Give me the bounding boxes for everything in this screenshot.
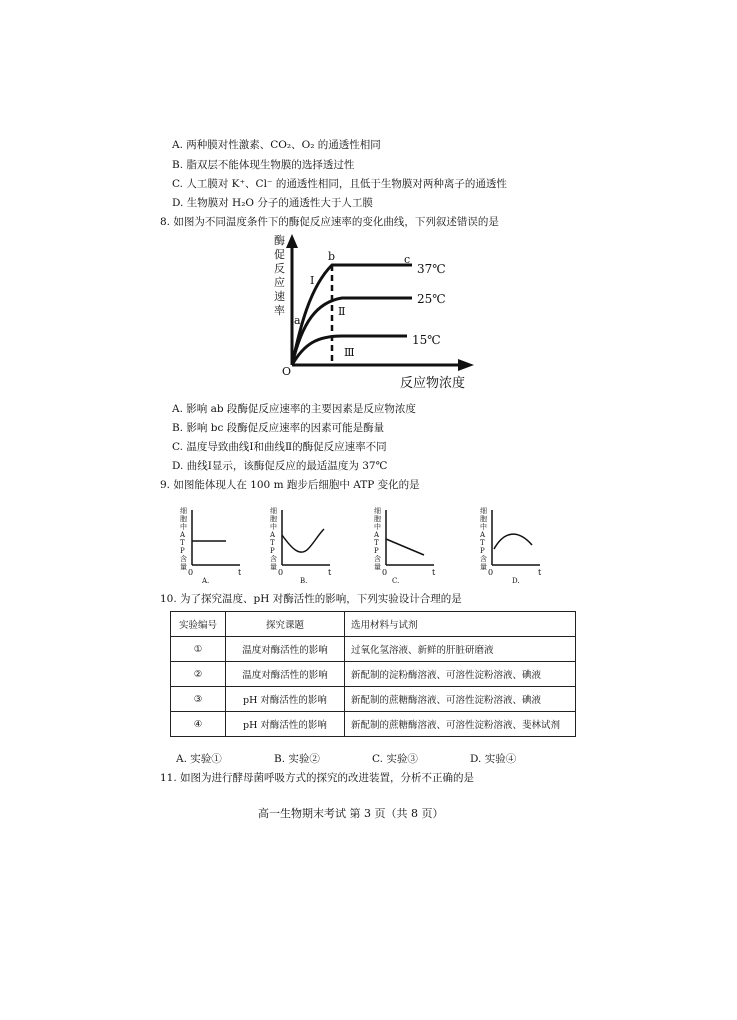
table-cell: ② [171, 662, 226, 687]
table-row [171, 637, 576, 662]
q9-panel-b [268, 505, 348, 585]
svg-text:T: T [374, 539, 379, 547]
svg-text:中: 中 [270, 523, 277, 531]
table-header: 实验编号 [171, 612, 226, 637]
q8-option-c: C. 温度导致曲线Ⅰ和曲线Ⅱ的酶促反应速率不同 [172, 441, 387, 453]
q8-option-a: A. 影响 ab 段酶促反应速率的主要因素是反应物浓度 [172, 403, 416, 415]
q8-stem: 8. 如图为不同温度条件下的酶促反应速率的变化曲线，下列叙述错误的是 [160, 216, 499, 228]
page-footer: 高一生物期末考试 第 3 页（共 8 页） [258, 807, 444, 820]
svg-text:胞: 胞 [374, 515, 381, 523]
q8-point-a-label: a [294, 314, 301, 327]
q11-stem: 11. 如图为进行酵母菌呼吸方式的探究的改进装置，分析不正确的是 [160, 772, 475, 784]
svg-text:中: 中 [480, 523, 487, 531]
table-cell: pH 对酶活性的影响 [226, 712, 345, 737]
q7-option-a: A. 两种膜对性激素、CO₂、O₂ 的通透性相同 [172, 139, 381, 151]
q8-y-axis-arrow [286, 234, 298, 248]
q9-panel-c-curve [386, 539, 424, 555]
svg-text:量: 量 [480, 563, 487, 571]
q8-option-d: D. 曲线Ⅰ显示，该酶促反应的最适温度为 37℃ [172, 460, 388, 472]
svg-text:含: 含 [480, 555, 487, 563]
q8-curve-ii-label: Ⅱ [338, 305, 346, 318]
q8-curve-iii-label: Ⅲ [344, 346, 355, 359]
svg-text:量: 量 [270, 563, 277, 571]
q8-ylabel-char: 酶 [274, 234, 285, 247]
svg-text:含: 含 [270, 555, 277, 563]
svg-text:细: 细 [180, 507, 187, 515]
q8-xlabel: 反应物浓度 [400, 376, 466, 391]
table-row [171, 687, 576, 712]
q8-point-c-label: c [404, 253, 411, 266]
table-cell: 新配制的蔗糖酶溶液、可溶性淀粉溶液、斐林试剂 [345, 712, 576, 737]
svg-text:0: 0 [488, 568, 494, 577]
svg-text:A: A [270, 531, 276, 539]
q10-experiment-table [170, 611, 576, 737]
table-header-row [171, 612, 576, 637]
q8-option-b: B. 影响 bc 段酶促反应速率的因素可能是酶量 [172, 422, 385, 434]
svg-text:中: 中 [374, 523, 381, 531]
q8-ylabel-char: 反 [274, 262, 285, 275]
table-cell: 新配制的蔗糖酶溶液、可溶性淀粉溶液、碘液 [345, 687, 576, 712]
q8-temp-37-label: 37℃ [417, 262, 446, 276]
table-cell: ③ [171, 687, 226, 712]
q9-panel-d [478, 505, 558, 585]
svg-text:A: A [480, 531, 486, 539]
svg-text:胞: 胞 [180, 515, 187, 523]
svg-text:含: 含 [374, 555, 381, 563]
svg-text:含: 含 [180, 555, 187, 563]
q8-x-axis-arrow [458, 359, 474, 371]
svg-text:P: P [480, 547, 485, 555]
q8-ylabel-char: 率 [274, 304, 285, 317]
svg-text:胞: 胞 [480, 515, 487, 523]
svg-text:细: 细 [480, 507, 487, 515]
svg-text:A: A [180, 531, 186, 539]
svg-text:T: T [480, 539, 485, 547]
q8-temp-15-label: 15℃ [412, 333, 441, 347]
svg-text:量: 量 [374, 563, 381, 571]
svg-text:P: P [374, 547, 379, 555]
svg-text:t: t [432, 568, 436, 577]
svg-text:t: t [328, 568, 332, 577]
q7-option-b: B. 脂双层不能体现生物膜的选择透过性 [172, 159, 355, 171]
q8-enzyme-rate-chart [262, 232, 492, 397]
table-cell: 温度对酶活性的影响 [226, 637, 345, 662]
q10-option-c: C. 实验③ [372, 753, 418, 765]
table-cell: 新配制的淀粉酶溶液、可溶性淀粉溶液、碘液 [345, 662, 576, 687]
q8-curve-i-label: Ⅰ [310, 274, 315, 287]
q10-stem: 10. 为了探究温度、pH 对酶活性的影响，下列实验设计合理的是 [160, 593, 462, 605]
svg-text:细: 细 [270, 507, 277, 515]
q7-option-c: C. 人工膜对 K⁺、Cl⁻ 的通透性相同，且低于生物膜对两种离子的通透性 [172, 178, 507, 190]
table-cell: 过氧化氢溶液、新鲜的肝脏研磨液 [345, 637, 576, 662]
q9-panel-b-label: B. [300, 577, 308, 585]
svg-text:A: A [374, 531, 380, 539]
q8-ylabel-char: 促 [274, 248, 285, 261]
svg-text:中: 中 [180, 523, 187, 531]
q8-ylabel-char: 速 [274, 290, 285, 303]
table-cell: 温度对酶活性的影响 [226, 662, 345, 687]
q7-option-d: D. 生物膜对 H₂O 分子的通透性大于人工膜 [172, 197, 373, 209]
svg-text:P: P [180, 547, 185, 555]
svg-text:t: t [238, 568, 242, 577]
svg-text:量: 量 [180, 563, 187, 571]
q9-stem: 9. 如图能体现人在 100 m 跑步后细胞中 ATP 变化的是 [160, 479, 420, 491]
svg-text:0: 0 [278, 568, 284, 577]
q10-option-a: A. 实验① [176, 753, 222, 765]
table-cell: pH 对酶活性的影响 [226, 687, 345, 712]
q9-panel-c [372, 505, 452, 585]
table-cell: ④ [171, 712, 226, 737]
table-header: 选用材料与试剂 [345, 612, 576, 637]
q9-panel-c-label: C. [392, 577, 400, 585]
svg-text:P: P [270, 547, 275, 555]
svg-text:T: T [180, 539, 185, 547]
q10-option-d: D. 实验④ [470, 753, 517, 765]
q10-option-b: B. 实验② [274, 753, 320, 765]
svg-text:胞: 胞 [270, 515, 277, 523]
table-cell: ① [171, 637, 226, 662]
q8-ylabel-char: 应 [274, 276, 285, 289]
q9-panel-d-label: D. [512, 577, 520, 585]
q8-temp-25-label: 25℃ [417, 292, 446, 306]
table-header: 探究课题 [226, 612, 345, 637]
table-row [171, 712, 576, 737]
q8-origin-label: O [282, 365, 292, 378]
q9-panel-a-label: A. [202, 577, 210, 585]
svg-text:t: t [538, 568, 542, 577]
table-row [171, 662, 576, 687]
q9-panel-d-curve [494, 534, 532, 549]
svg-text:0: 0 [188, 568, 194, 577]
svg-text:T: T [270, 539, 275, 547]
svg-text:0: 0 [382, 568, 388, 577]
svg-text:细: 细 [374, 507, 381, 515]
q9-panel-a [178, 505, 258, 585]
q8-point-b-label: b [328, 250, 336, 263]
q9-panel-b-curve [282, 529, 324, 552]
